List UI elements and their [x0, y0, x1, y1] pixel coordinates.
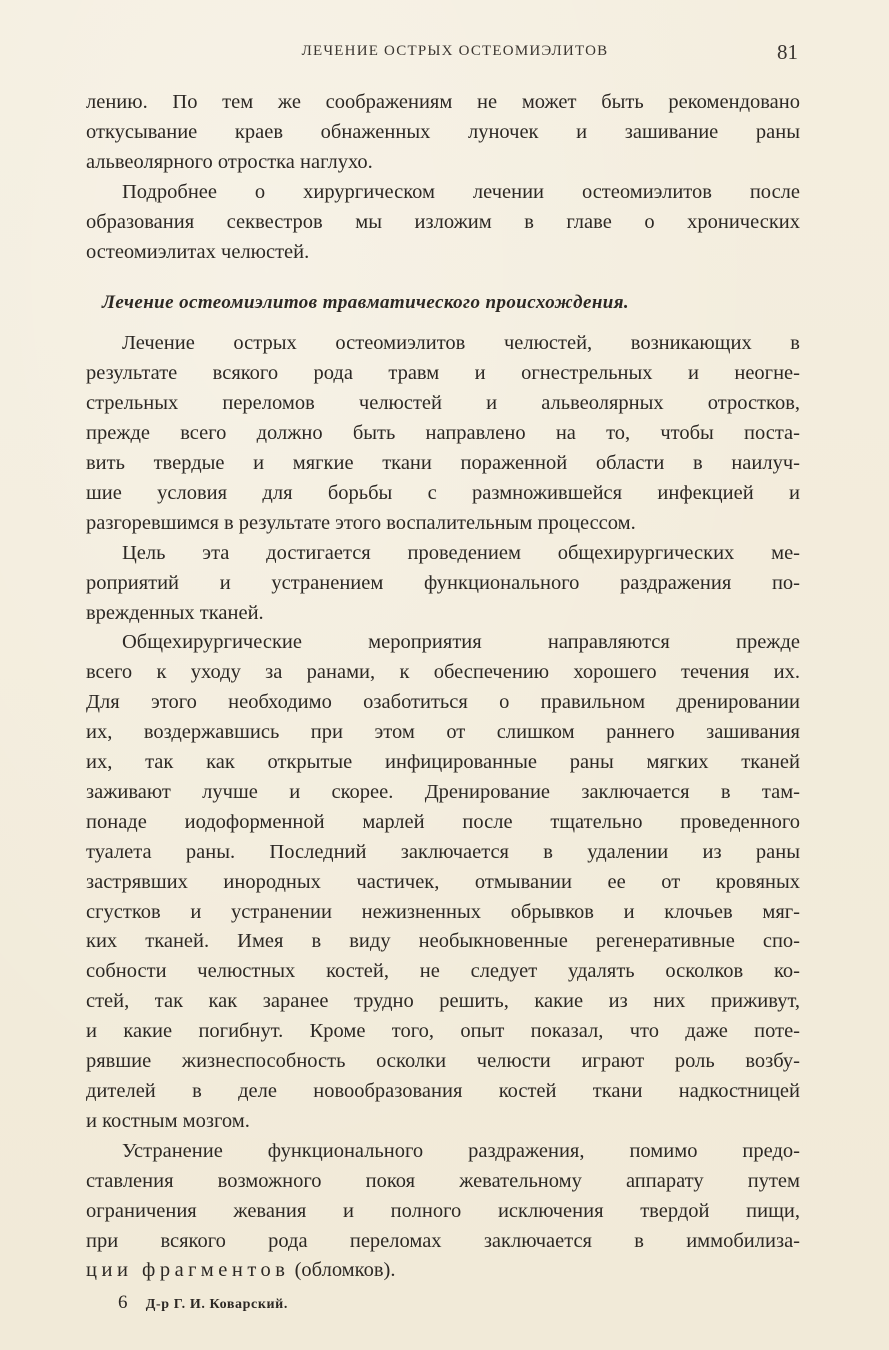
text-line: вить твердые и мягкие ткани пораженной области в наилуч- [86, 451, 800, 474]
text-line: остеомиэлитах челюстей. [86, 240, 310, 263]
text-line: застрявших инородных частичек, отмывании ее от кровяных [86, 870, 800, 893]
text-line: результате всякого рода травм и огнестрельных и неогне- [86, 362, 800, 385]
text-line: шие условия для борьбы с размножившейся инфекцией и [86, 481, 800, 504]
paragraph-5 [86, 628, 800, 1136]
text-line: роприятий и устранением функционального раздражения по- [86, 571, 800, 594]
text-line: ставления возможного покоя жевательному аппарату путем [86, 1169, 800, 1192]
signature-footer [118, 1292, 288, 1314]
spaced-emphasis: ции фрагментов [86, 1259, 290, 1282]
section-heading: Лечение остеомиэлитов травматического происхождения. [102, 292, 630, 314]
text-line: и костным мозгом. [86, 1109, 250, 1132]
text-line: Устранение функционального раздражения, помимо предо- [122, 1139, 800, 1162]
text-line: всего к уходу за ранами, к обеспечению хорошего течения их. [86, 661, 800, 684]
page-number: 81 [777, 40, 798, 64]
text-line: стрельных переломов челюстей и альвеолярных отростков, [86, 392, 800, 415]
text-line: заживают лучше и скорее. Дренирование заключается в там- [86, 780, 800, 803]
body-text [86, 88, 800, 1286]
text-line: стей, так как заранее трудно решить, какие из них приживут, [86, 990, 800, 1013]
paragraph-6 [86, 1137, 800, 1287]
text-line: их, так как открытые инфицированные раны мягких тканей [86, 751, 800, 774]
text-line: сгустков и устранении нежизненных обрывков и клочьев мяг- [86, 900, 800, 923]
text-line: образования секвестров мы изложим в главе о хронических [86, 210, 800, 233]
text-line: Для этого необходимо озаботиться о правильном дренировании [86, 691, 800, 714]
text-line-final [86, 1256, 800, 1286]
text-line: Цель эта достигается проведением общехирургических ме- [122, 541, 800, 564]
text-line: и какие погибнут. Кроме того, опыт показал, что даже поте- [86, 1020, 800, 1043]
text-line: откусывание краев обнаженных луночек и зашивание раны [86, 120, 800, 143]
signature-name: Д-р Г. И. Коварский. [145, 1297, 288, 1312]
paragraph-3 [86, 329, 800, 538]
text-line: Общехирургические мероприятия направляются прежде [122, 631, 800, 654]
text-line: собности челюстных костей, не следует удалять осколков ко- [86, 960, 800, 983]
text-line: Подробнее о хирургическом лечении остеомиэлитов после [122, 180, 800, 203]
running-title: ЛЕЧЕНИЕ ОСТРЫХ ОСТЕОМИЭЛИТОВ [301, 43, 609, 59]
text-line: прежде всего должно быть направлено на то, чтобы поста- [86, 422, 800, 445]
text-line: альвеолярного отростка наглухо. [86, 150, 373, 173]
text-line: ограничения жевания и полного исключения твердой пищи, [86, 1199, 800, 1222]
signature-number: 6 [118, 1292, 128, 1313]
text-line: их, воздержавшись при этом от слишком раннего зашивания [86, 721, 800, 744]
text-line: разгоревшимся в результате этого воспалительным процессом. [86, 511, 636, 534]
text-line: дителей в деле новообразования костей ткани надкостницей [86, 1080, 800, 1102]
text-line: понаде иодоформенной марлей после тщательно проведенного [86, 810, 800, 833]
paragraph-4 [86, 539, 800, 629]
text-line: лению. По тем же соображениям не может быть рекомендовано [86, 91, 800, 113]
paragraph-2 [86, 178, 800, 268]
text-line: при всякого рода переломах заключается в иммобилиза- [86, 1229, 800, 1252]
running-head [112, 40, 798, 68]
text-line: врежденных тканей. [86, 601, 264, 624]
paragraph-1 [86, 88, 800, 178]
text-line: Лечение острых остеомиэлитов челюстей, возникающих в [122, 332, 800, 355]
text-line: рявшие жизнеспособность осколки челюсти играют роль возбу- [86, 1050, 800, 1073]
text-line: ких тканей. Имея в виду необыкновенные регенеративные спо- [86, 930, 800, 953]
text-line: туалета раны. Последний заключается в удалении из раны [86, 840, 800, 863]
text-fragment: (обломков). [289, 1259, 396, 1282]
